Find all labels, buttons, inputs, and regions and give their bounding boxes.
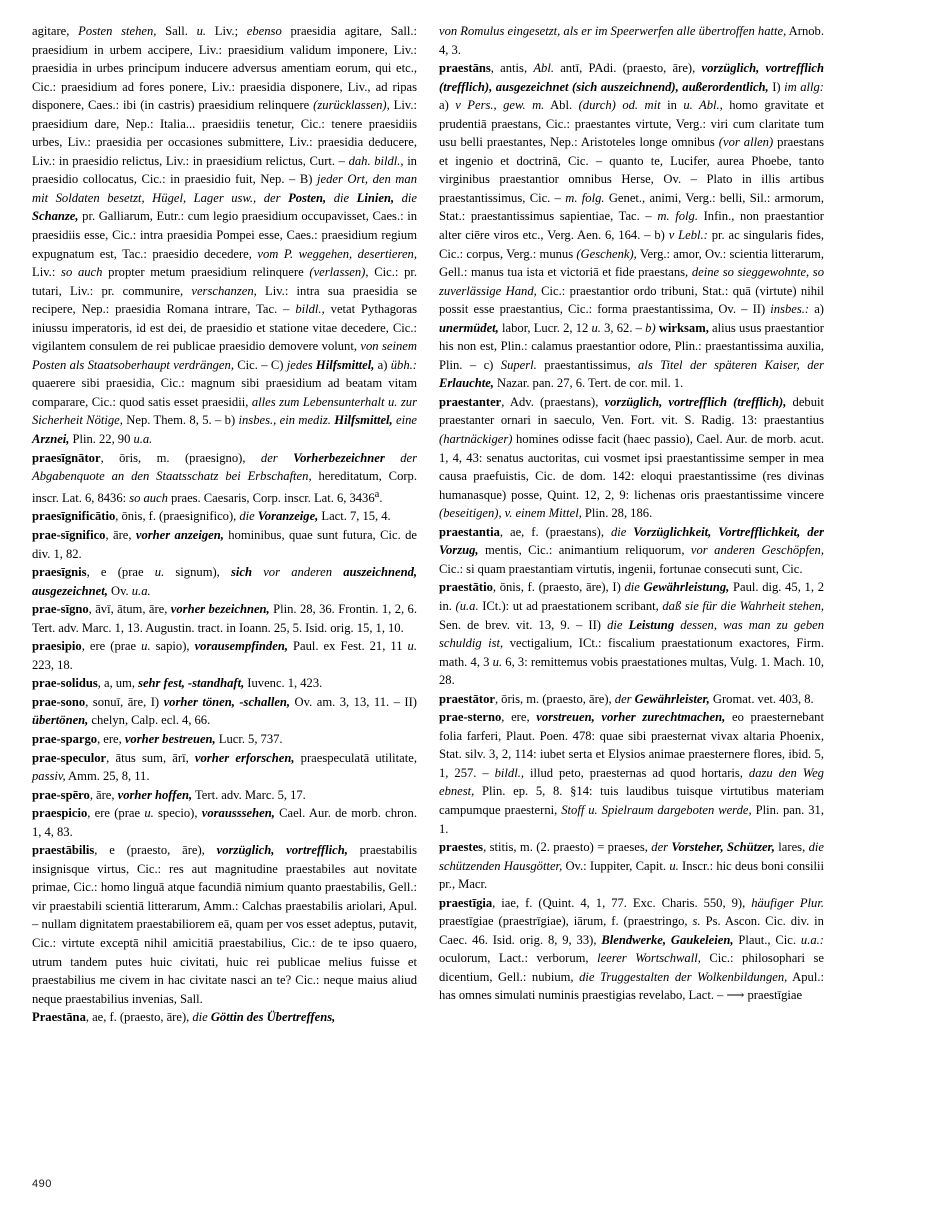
dictionary-entry: praesipio, ere (prae u. sapio), vorausempfinden, Paul. ex Fest. 21, 11 u. 223, 18. [32,639,417,672]
dictionary-entry: praesīgnificātio, ōnis, f. (praesignifico), die Voranzeige, Lact. 7, 15, 4. [32,509,391,524]
dictionary-entry: praespicio, ere (prae u. specio), vorausssehen, Cael. Aur. de morb. chron. 1, 4, 83. [32,806,417,839]
dictionary-entry: praestanter, Adv. (praestans), vorzüglich, vortrefflich (trefflich), debuit praestanter ornari in saeculo, Ven. Fort. vit. S. Radig. 13: praestantius (hartnäckiger) homines odisse facit (haec passio), Cael. Aur. de morb. acut. 1, 4, 43: senatus auctoritas, cui vosmet ipsi praestantissime semper in mea causa praefuistis, Cic. de dom. 142: eloqui praestantissime (res divinas humanasque) posse, Quint. 12, 2, 9: lichenas oris praestantissime vincere (beseitigen), v. einem Mittel, Plin. 28, 186. [439,394,824,521]
dictionary-entry: agitare, Posten stehen, Sall. u. Liv.; ebenso praesidia agitare, Sall.: praesidium in urbem accipere, Liv.: praesidium validum imponere, Liv.: praesidia in urbes principum inducere adversus amentiam eorum, qui etc., Cic.: praesidium ad fores ponere, Liv.: praesidia disponere, Liv., ad ripas disponere, Caes.: ibi (in castris) praesidium relinquere (zurücklassen), Liv.: praesidium dare, Nep.: Italia... praesidiis tenetur, Cic.: tenere praesidiis urbes, Liv.: praesidia per occasiones submittere, Liv.: praesidia deducere, Liv.: in praesidio relictus, Liv.: in praesidium relictus, Curt. – dah. bildl., in praesidio collocatus, Cic.: in praesidio fuit, Nep. – B) jeder Ort, den man mit Soldaten besetzt, Hügel, Lager usw., der Posten, die Linien, die Schanze, pr. Galliarum, Eutr.: cum legio praesidium occupavisset, Caes.: in praesidiis esse, Cic.: intra praesidia Pompei esse, Caes.: praesidium regium expugnatum est, Tac.: praesidio decedere, vom P. weggehen, desertieren, Liv.: so auch propter metum praesidium relinquere (verlassen), Cic.: pr. tutari, Liv.: pr. communire, verschanzen, Liv.: intra sua praesidia se recipere, Nep.: praesidia Romana intrare, Tac. – bildl., vetat Pythagoras iniussu imperatoris, id est dei, de praesidio et statione vitae decedere, Cic.: vigilantem consulem de rei publicae praesidio demovere volunt, von seinem Posten als Staatsoberhaupt verdrängen, Cic. – C) jedes Hilfsmittel, a) übh.: quaerere sibi praesidia, Cic.: magnum sibi praesidium ad beatam vitam comparare, Cic.: quod satis esset praesidii, alles zum Lebensunterhalt u. zur Sicherheit Nötige, Nep. Them. 8, 5. – b) insbes., ein mediz. Hilfsmittel, eine Arznei, Plin. 22, 90 u.a. [32,24,418,447]
dictionary-entry: prae-spargo, ere, vorher bestreuen, Lucr. 5, 737. [32,731,283,746]
dictionary-entry: praestes, stitis, m. (2. praesto) = praeses, der Vorsteher, Schützer, lares, die schützenden Hausgötter, Ov.: Iuppiter, Capit. u. Inscr.: hic deus boni consilii pr., Macr. [439,840,825,892]
dictionary-entry: von Romulus eingesetzt, als er im Speerwerfen alle übertroffen hatte, Arnob. 4, 3. [439,24,824,57]
dictionary-entry: Praestāna, ae, f. (praesto, āre), die Göttin des Übertreffens, [32,1010,336,1025]
page-number: 490 [32,1178,52,1190]
dictionary-entry: praestantia, ae, f. (praestans), die Vorzüglichkeit, Vortrefflichkeit, der Vorzug, mentis, Cic.: animantium reliquorum, vor anderen Geschöpfen, Cic.: si quam praestantiam virtutis, ingenii, fortunae consecuti sunt, Cic. [439,524,825,576]
right-column [439,22,824,1162]
dictionary-entry: praesīgnis, e (prae u. signum), sich vor anderen auszeichnend, ausgezeichnet, Ov. u.a. [32,565,418,598]
dictionary-entry: prae-solidus, a, um, sehr fest, -standhaft, Iuvenc. 1, 423. [32,676,323,691]
dictionary-entry: prae-sterno, ere, vorstreuen, vorher zurechtmachen, eo praesternebant folia farferi, Plaut. Poen. 478: quae sibi praesternat vivax altaria Phoenix, Stat. silv. 3, 2, 114: iubet serta et Elysios animae praesternere flores, ibid. 5, 1, 257. – bildl., illud peto, praesternas ad quod hortaris, dazu den Weg ebnest, Plin. ep. 5, 8. §14: tuis laudibus tuisque virtutibus materiam campumque praesterni, Stoff u. Spielraum dargeboten werde, Plin. pan. 31, 1. [439,710,824,836]
dictionary-entry: praestīgia, iae, f. (Quint. 4, 1, 77. Exc. Charis. 550, 9), häufiger Plur. praestīgiae (praestrīgiae), iārum, f. (praestringo, s. Ps. Ascon. Cic. div. in Caec. 46. Isid. orig. 8, 9, 33), Blendwerke, Gaukeleien, Plaut., Cic. u.a.: oculorum, Lact.: verborum, leerer Wortschwall, Cic.: philosophari se dicentium, Gell.: nubium, die Truggestalten der Wolkenbildungen, Apul.: has omnes simulati numinis praestigias revelabo, Lact. – ⟶ praestīgiae [439,895,825,1003]
left-column [32,22,417,1162]
dictionary-entry: praestātor, ōris, m. (praesto, āre), der Gewährleister, Gromat. vet. 403, 8. [439,691,814,706]
dictionary-entry: prae-sīgno, āvī, ātum, āre, vorher bezeichnen, Plin. 28, 36. Frontin. 1, 2, 6. Tert. adv. Marc. 1, 13. Augustin. tract. in Ioann. 25, 5. Isid. orig. 15, 1, 10. [32,602,417,635]
dictionary-entry: praestābilis, e (praesto, āre), vorzüglich, vortrefflich, praestabilis insignisque virtus, Cic.: res aut magnitudine praestabiles aut novitate primae, Cic.: homo linguā atque facundiā nimium quanto praestabilis, Gell.: vir praestabili scientiā litterarum, Amm.: Calchas praestabilis ariolari, Apul. – nullam dignitatem praestabiliorem eā, quam per vos esset adeptus, putavit, Cic.: virtute exceptā nihil amicitiā praestabilius, Cic.: de te ipso quaero, utrum tandem putes huic civitati, huic rei publicae melius fuisse et praestabilius me civem in hac civitate nasci an te? Cic.: neque maius aliud neque praestabilius invenias, Sall. [32,843,417,1006]
dictionary-entry: prae-sono, sonuī, āre, I) vorher tönen, -schallen, Ov. am. 3, 13, 11. – II) übertönen, chelyn, Calp. ecl. 4, 66. [32,694,417,728]
dictionary-entry: prae-spēro, āre, vorher hoffen, Tert. adv. Marc. 5, 17. [32,787,306,802]
page-columns [32,22,903,1162]
dictionary-entry: prae-sīgnifico, āre, vorher anzeigen, hominibus, quae sunt futura, Cic. de div. 1, 82. [32,527,417,561]
dictionary-entry: praestāns, antis, Abl. antī, PAdi. (praesto, āre), vorzüglich, vortrefflich (trefflich), ausgezeichnet (sich auszeichnend), außerordentlich, I) im allg: a) v Pers., gew. m. Abl. (durch) od. mit in u. Abl., homo gravitate et prudentiā praestans, Cic.: praestantes virtute, Verg.: viri cum claritate tum usu belli praestantes, Nep.: Aristoteles longe omnibus (vor allen) praestans et ingenio et doctrinā, Cic. – quanto te, Lucifer, aurea Phoebe, tanto virginibus praestantior omnibus Herse, Ov. – Plato in illis artibus praestantissimus, Cic. – m. folg. Genet., animi, Verg.: belli, Sil.: armorum, Stat.: praestantissimus sapientiae, Tac. – m. folg. Infin., non praestantior alter ciēre viros etc., Verg. Aen. 6, 164. – b) v Lebl.: pr. ac singularis fides, Cic.: corpus, Verg.: munus (Geschenk), Verg.: amor, Ov.: scientia litterarum, Gell.: manus tua ista et victoriā et fide praestans, deine so sieggewohnte, so zuverlässige Hand, Cic.: praestantior ordo tribuni, Stat.: quā (virtute) nihil possit esse praestantius, Cic.: forma praestantissima, Ov. – II) insbes.: a) unermüdet, labor, Lucr. 2, 12 u. 3, 62. – b) wirksam, alius usus praestantior his non est, Plin.: calamus praestantior odore, Plin.: praestantissima auxilia, Plin. – c) Superl. praestantissimus, als Titel der späteren Kaiser, der Erlauchte, Nazar. pan. 27, 6. Tert. de cor. mil. 1. [439,61,825,391]
dictionary-entry: praesīgnātor, ōris, m. (praesigno), der Vorherbezeichner der Abgabenquote an den Staatsschatz bei Erbschaften, hereditatum, Corp. inscr. Lat. 6, 8436: so auch praes. Caesaris, Corp. inscr. Lat. 6, 3436$^a$. [32,450,418,505]
dictionary-entry: prae-speculor, ātus sum, ārī, vorher erforschen, praespeculatā utilitate, passiv, Amm. 25, 8, 11. [32,750,418,784]
dictionary-entry: praestātio, ōnis, f. (praesto, āre), I) die Gewährleistung, Paul. dig. 45, 1, 2 in. (u.a. ICt.): ut ad praestationem scribant, daß sie für die Wahrheit stehen, Sen. de brev. vit. 13, 9. – II) die Leistung dessen, was man zu geben schuldig ist, vectigalium, ICt.: fiscalium praestationum exactores, Firm. math. 4, 3 u. 6, 3: remittemus vobis praestationes multas, Vulg. 1. Mach. 10, 28. [439,580,825,688]
